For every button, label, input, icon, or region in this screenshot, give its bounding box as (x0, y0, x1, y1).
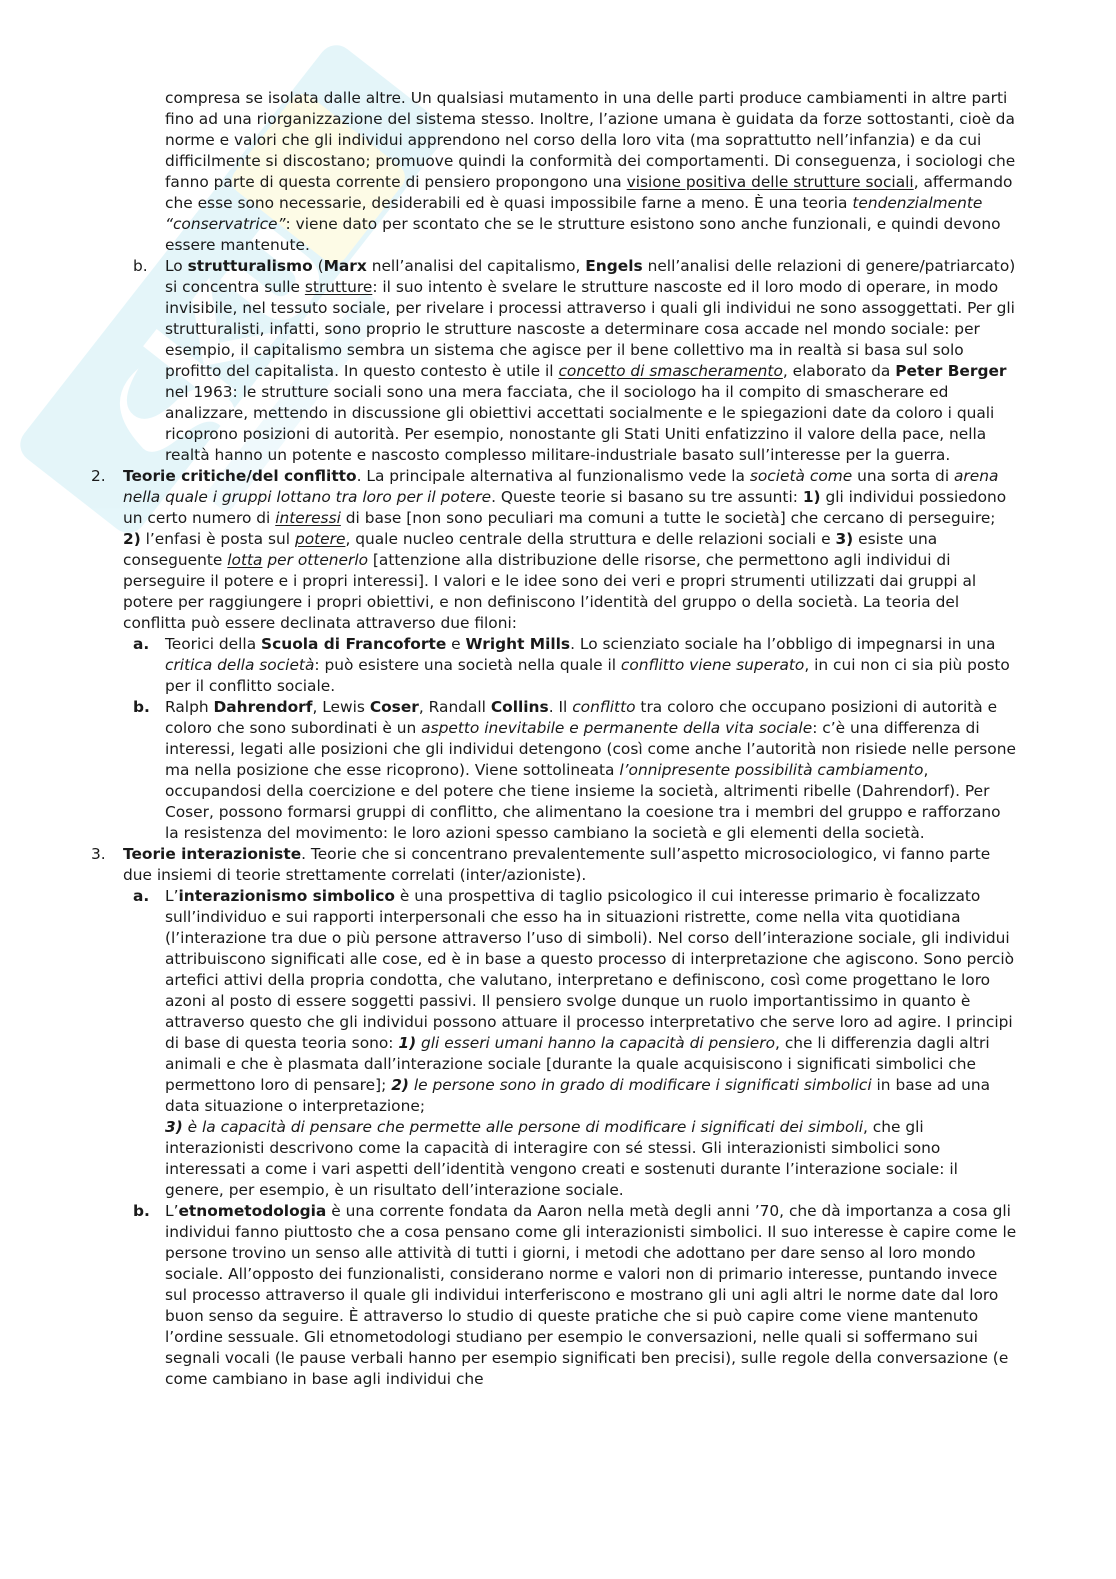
bold-text: 2) (391, 1076, 409, 1094)
text-run: ( (312, 257, 324, 275)
underlined-text: strutture (304, 278, 373, 296)
text-run: compresa se isolata dalle altre. Un qualsiasi mutamento in una delle parti produce cambiamenti in altre parti fino ad una riorganizzazione del sistema stesso. Inoltre, l’azione umana è guidata da forze sottostanti, cioè da norme e valori che gli individui apprendono nel corso della loro vita (ma soprattutto nell’infanzia) e da cui difficilmente si discostano; promuove quindi la conformità dei comportamenti. Di conseguenza, i sociologi che fanno parte di questa corrente di pensiero propongono una (165, 89, 1016, 191)
bold-text: interazionismo simbolico (178, 887, 395, 905)
list-marker: 3. (91, 845, 106, 863)
list-marker: b. (133, 698, 150, 716)
list-marker: 2. (91, 467, 106, 485)
text-run: . Lo scienziato sociale ha l’obbligo di impegnarsi in una (570, 635, 996, 653)
bold-text: 1) (398, 1034, 417, 1052)
bold-text: Dahrendorf (213, 698, 313, 716)
bold-text: 3) (165, 1118, 183, 1136)
list-marker: b. (133, 257, 148, 275)
lettered-list-item (0, 886, 1116, 1201)
text-run: nell’analisi delle relazioni di genere/patriarcato) si concentra sulle (165, 257, 1016, 296)
bold-text: Marx (323, 257, 367, 275)
text-run: esiste una conseguente (123, 530, 938, 569)
text-run: , quale nucleo centrale della struttura e delle relazioni sociali e (345, 530, 836, 548)
text-run: gli individui possiedono un certo numero di (123, 488, 1007, 527)
text-run: : il suo intento è svelare le strutture nascoste ed il loro modo di operare, in modo invisibile, nel tessuto sociale, per rivelare i processi attraverso i quali gli individui ne sono assoggettati. Per gli strutturalisti, infatti, sono proprio le strutture nascoste a determinare cosa accade nel mondo sociale: per esempio, il capitalismo sembra un sistema che agisce per il bene collettivo ma in realtà si basa sul solo profitto del capitalista. In questo contesto è utile il (165, 278, 1015, 380)
italic-text: conflitto (572, 698, 636, 716)
bold-text: 2) (123, 530, 141, 548)
list-marker: b. (133, 1202, 150, 1220)
text-run: . Queste teorie si basano su tre assunti: (491, 488, 803, 506)
numbered-list-item (0, 844, 1116, 886)
text-run: . La principale alternativa al funzionalismo vede la (356, 467, 750, 485)
bold-text: Coser (369, 698, 419, 716)
continuation-paragraph (0, 88, 1116, 256)
text-run: , elaborato da (782, 362, 896, 380)
italic-text: critica della società (165, 656, 315, 674)
text-run: Lo (165, 257, 188, 275)
document-body (0, 88, 1116, 1390)
text-run: di base [non sono peculiari ma comuni a tutte le società] che cercano di perseguire; (340, 509, 996, 527)
text-run: e (446, 635, 466, 653)
lettered-list-item (0, 634, 1116, 697)
text-run: è una corrente fondata da Aaron nella metà degli anni ’70, che dà importanza a cosa gli individui fanno piuttosto che a cosa pensano come gli interazionisti simbolici. Il suo interesse è capire come le persone trovino un senso alle attività di tutti i giorni, i metodi che adottano per dare senso al loro mondo sociale. All’opposto dei funzionalisti, considerano norme e valori non di primario interesse, puntando invece sul processo attraverso il quale gli individui interferiscono e mostrano gli uni agli altri le norme date dal loro buon senso da seguire. È attraverso lo studio di queste pratiche che si può capire come viene mantenuto l’ordine sessuale. Gli etnometodologi studiano per esempio le conversazioni, nelle quali si soffermano sui segnali vocali (le pause verbali hanno per esempio significati ben precisi), sulle regole della conversazione (e come cambiano in base agli individui che (165, 1202, 1017, 1388)
text-run: Ralph (165, 698, 214, 716)
italic-text: è la capacità di pensare che permette alle persone di modificare i significati dei simboli (182, 1118, 864, 1136)
text-run: nell’analisi del capitalismo, (366, 257, 586, 275)
text-run: è una prospettiva di taglio psicologico il cui interesse primario è focalizzato sull’individuo e sui rapporti interpersonali che esso ha in situazioni ristrette, come nella vita quotidiana (l’interazione tra due o più persone attraverso l’uso di simboli). Nel corso dell’interazione sociale, gli individui attribuiscono significati alle cose, ed è in base a questo processo di interpretazione che agiscono. Sono perciò artefici attivi della propria condotta, che valutano, interpretano e definiscono, così come progettano le loro azoni al posto di essere soggetti passivi. Il pensiero svolge dunque un ruolo importantissimo in quanto è attraverso questo che gli individui possono attuare il processo interpretativo che serve loro ad agire. I principi di base di questa teoria sono: (165, 887, 1015, 1052)
text-run: Teorici della (165, 635, 262, 653)
italic-text: aspetto inevitabile e permanente della vita sociale (421, 719, 813, 737)
italic-text: conflitto viene superato (620, 656, 805, 674)
text-run: , Randall (418, 698, 491, 716)
text-run: : viene dato per scontato che se le strutture esistono sono anche funzionali, e quindi devono essere mantenute. (165, 215, 1001, 254)
text-run: nel 1963: le strutture sociali sono una mera facciata, che il sociologo ha il compito di smascherare ed analizzare, mettendo in discussione gli obiettivi accettati socialmente e le spiegazioni date da coloro i quali ricoprono posizioni di autorità. Per esempio, nonostante gli Stati Uniti enfatizzino il valore della pace, nella realtà hanno un potente e nascosto complesso militare-industriale basato sull’interesse per la guerra. (165, 383, 995, 464)
text-run: l’enfasi è posta sul (140, 530, 295, 548)
bold-text: Engels (585, 257, 643, 275)
italic-text: gli esseri umani hanno la capacità di pensiero (416, 1034, 776, 1052)
italic-text: l’onnipresente possibilità cambiamento (619, 761, 924, 779)
text-run: in base ad una data situazione o interpretazione; (165, 1076, 991, 1115)
text-run: , Lewis (312, 698, 370, 716)
text-run: tra coloro che occupano posizioni di autorità e coloro che sono subordinati è un (165, 698, 998, 737)
text-run: , che gli interazionisti descrivono come la capacità di interagire con sé stessi. Gli interazionisti simbolici sono interessati a come i vari aspetti dell’identità vengono creati e sostenuti durante l’interazione sociale: il genere, per esempio, è un risultato dell’interazione sociale. (165, 1118, 958, 1199)
text-run: , che li differenzia dagli altri animali e che è plasmata dall’interazione sociale [durante la quale acquisiscono i significati simbolici che permettono loro di pensare]; (165, 1034, 990, 1094)
list-marker: a. (133, 887, 150, 905)
list-marker: a. (133, 635, 150, 653)
bold-text: Teorie critiche/del conflitto (123, 467, 357, 485)
italic-text: arena nella quale i gruppi lottano tra loro per il potere (123, 467, 999, 506)
bold-text: Scuola di Francoforte (261, 635, 447, 653)
numbered-list-item (0, 466, 1116, 634)
text-run: : può esistere una società nella quale il (314, 656, 621, 674)
bold-text: Teorie interazioniste (123, 845, 302, 863)
italic-text: potere (294, 530, 346, 548)
text-run: , affermando che esse sono necessarie, desiderabili ed è quasi impossibile farne a meno. È una teoria (165, 173, 1013, 212)
text-run: , in cui non ci sia più posto per il conflitto sociale. (165, 656, 1010, 695)
bold-text: 3) (835, 530, 854, 548)
underlined-text: visione positiva delle strutture sociali (626, 173, 914, 191)
text-run: una sorta di (852, 467, 954, 485)
text-run: . Il (548, 698, 573, 716)
text-run: L’ (165, 887, 179, 905)
text-run: , occupandosi della coercizione e del potere che tiene insieme la società, altrimenti ribelle (Dahrendorf). Per Coser, possono formarsi gruppi di conflitto, che alimentano la coesione tra i membri del gruppo e rafforzano la resistenza del movimento: le loro azioni spesso cambiano la società e gli elementi della società. (165, 761, 1001, 842)
italic-text: lotta (227, 551, 263, 569)
text-run: : c’è una differenza di interessi, legati alle posizioni che gli individui detengono (così come anche l’autorità non risiede nelle persone ma nella posizione che esse ricoprono). Viene sottolineata (165, 719, 1016, 779)
bold-text: Wright Mills (465, 635, 571, 653)
bold-text: Collins (490, 698, 549, 716)
lettered-list-item (0, 697, 1116, 844)
italic-text: interessi (275, 509, 341, 527)
lettered-list-item (0, 1201, 1116, 1390)
bold-text: 1) (802, 488, 821, 506)
text-run: L’ (165, 1202, 179, 1220)
bold-text: Peter Berger (895, 362, 1007, 380)
text-run: [attenzione alla distribuzione delle risorse, che permettono agli individui di perseguire il potere e i propri interessi]. I valori e le idee sono dei veri e propri strumenti utilizzati dai gruppi al potere per raggiungere i propri obiettivi, e non definiscono l’identità del gruppo o della società. La teoria del conflitta può essere declinata attraverso due filoni: (123, 551, 977, 632)
text-run: . Teorie che si concentrano prevalentemente sull’aspetto microsociologico, vi fanno parte due insiemi di teorie strettamente correlati (inter/azioniste). (123, 845, 991, 884)
bold-text: etnometodologia (178, 1202, 327, 1220)
bold-text: strutturalismo (187, 257, 313, 275)
italic-text: tendenzialmente “conservatrice” (165, 194, 983, 233)
lettered-list-item (0, 256, 1116, 466)
italic-text: società come (749, 467, 853, 485)
italic-text: concetto di smascheramento (558, 362, 783, 380)
italic-text: per ottenerlo (267, 551, 369, 569)
italic-text: le persone sono in grado di modificare i significati simbolici (408, 1076, 872, 1094)
